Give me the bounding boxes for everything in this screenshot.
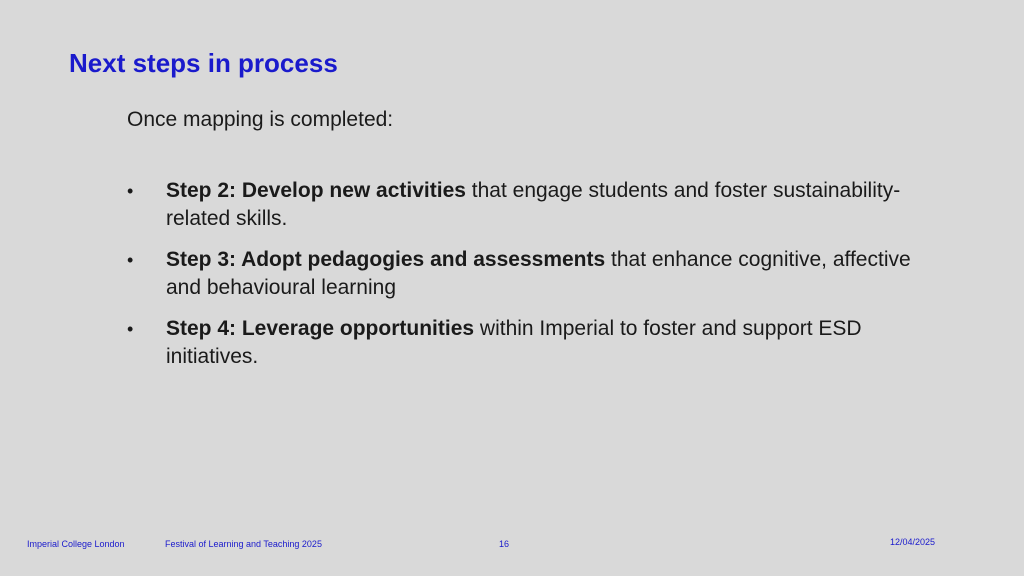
bullet-heading: Step 3: Adopt pedagogies and assessments <box>166 248 606 271</box>
bullet-item-step-2 <box>127 177 917 233</box>
slide-title: Next steps in process <box>69 48 338 78</box>
bullet-heading: Step 2: Develop new activities <box>166 179 466 202</box>
bullet-item-step-4 <box>127 315 917 371</box>
bullet-text: within Imperial to foster and support ESD initiatives. <box>166 317 862 368</box>
bullet-marker: • <box>127 250 134 270</box>
bullet-marker: • <box>127 319 134 339</box>
bullet-list <box>127 177 917 384</box>
intro-text: Once mapping is completed: <box>127 108 394 131</box>
bullet-item-step-3 <box>127 246 917 302</box>
bullet-text: that engage students and foster sustainability-related skills. <box>166 179 901 230</box>
footer-organization: Imperial College London <box>27 539 125 549</box>
bullet-marker: • <box>127 181 134 201</box>
footer-date: 12/04/2025 <box>890 537 936 547</box>
bullet-heading: Step 4: Leverage opportunities <box>166 317 475 340</box>
footer-event-name: Festival of Learning and Teaching 2025 <box>165 539 322 549</box>
bullet-text: that enhance cognitive, affective and behavioural learning <box>166 248 911 299</box>
footer-page-number: 16 <box>499 539 510 549</box>
